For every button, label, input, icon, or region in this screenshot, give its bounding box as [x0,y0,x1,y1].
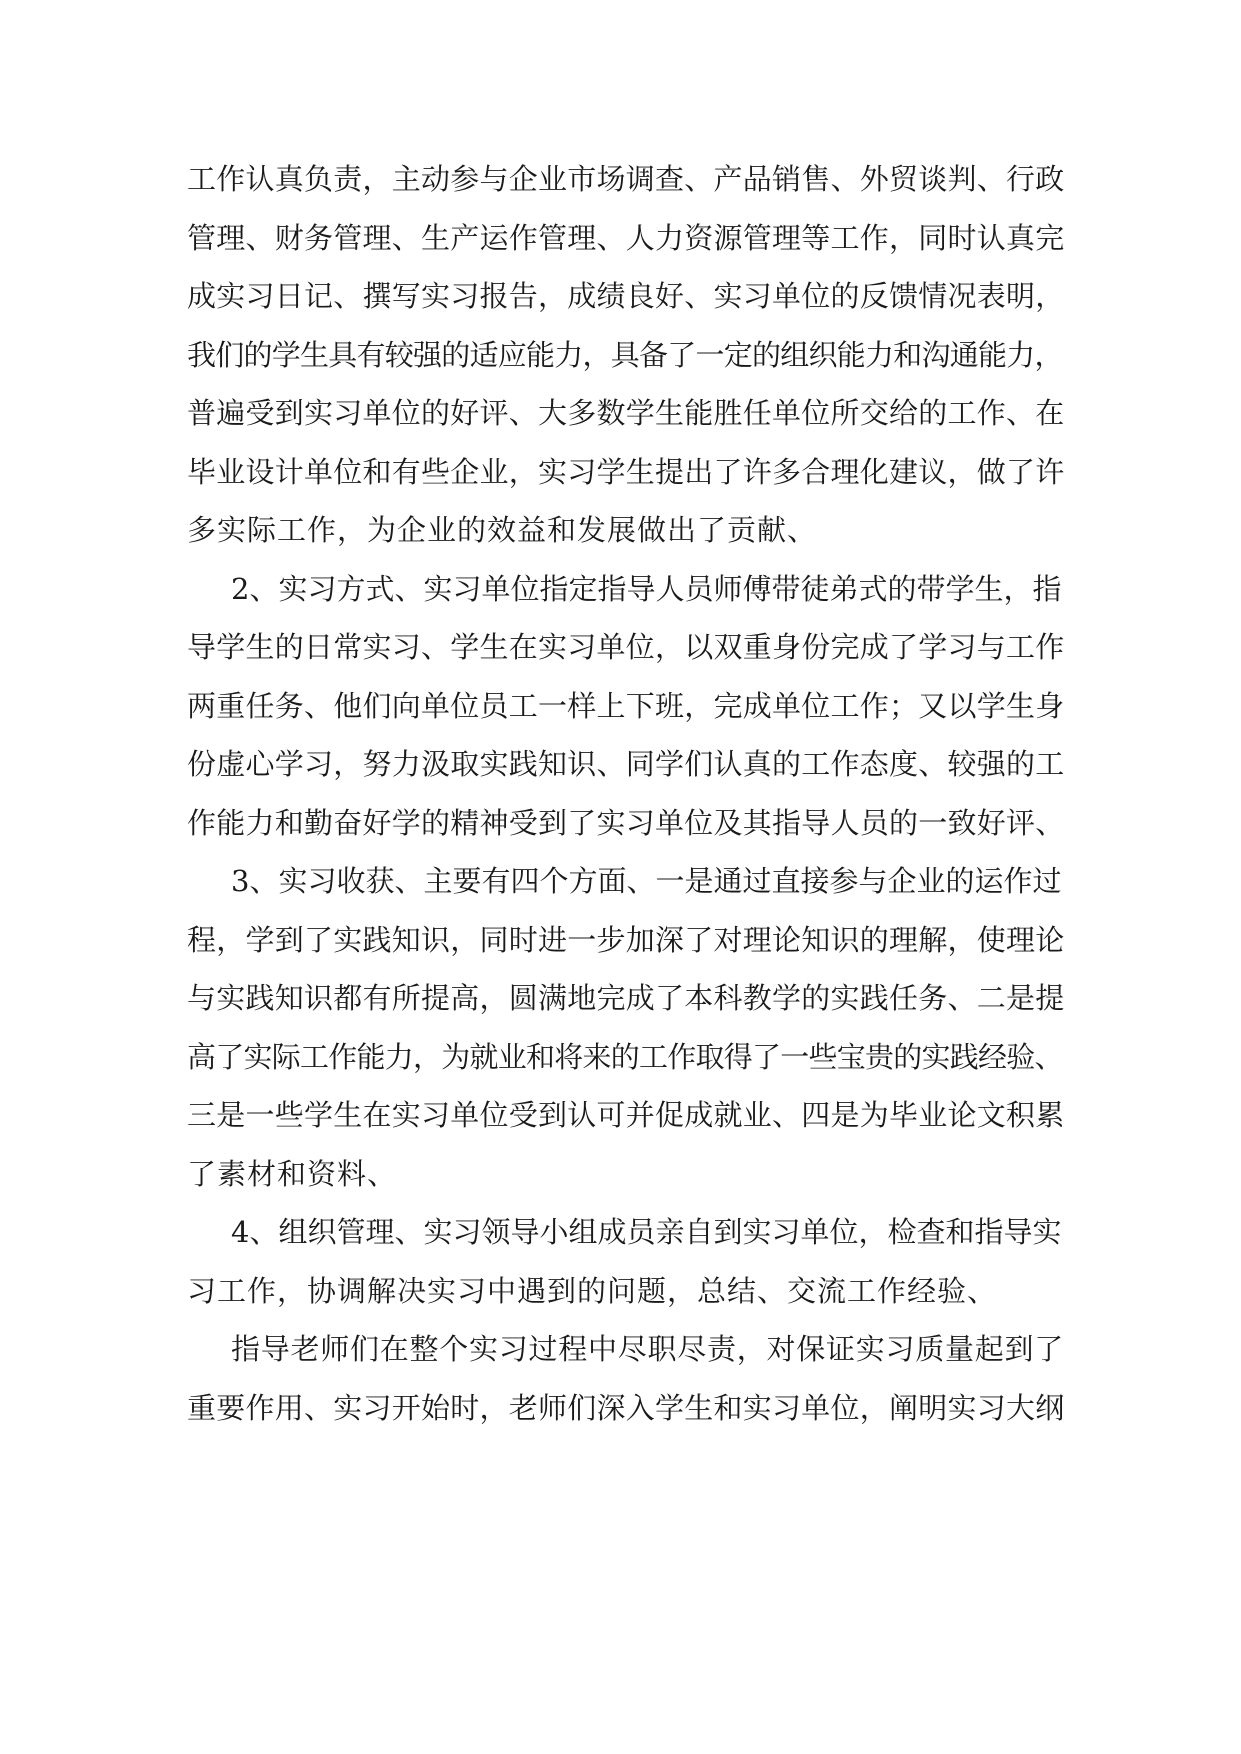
text-line: 工作认真负责，主动参与企业市场调查、产品销售、外贸谈判、行政 [187,162,1065,196]
text-line: 管理、财务管理、生产运作管理、人力资源管理等工作，同时认真完 [187,220,1065,255]
text-line: 普遍受到实习单位的好评、大多数学生能胜任单位所交给的工作、在 [187,396,1065,430]
text-line: 重要作用、实习开始时，老师们深入学生和实习单位，阐明实习大纲 [187,1390,1065,1425]
text-line: 三是一些学生在实习单位受到认可并促成就业、四是为毕业论文积累 [187,1098,1065,1132]
text-line: 习工作，协调解决实习中遇到的问题，总结、交流工作经验、 [187,1273,998,1308]
paragraph-start-line: 4、组织管理、实习领导小组成员亲自到实习单位，检查和指导实 [231,1215,1062,1249]
text-line: 了素材和资料、 [187,1156,398,1191]
body-text [187,150,1067,1437]
text-line: 两重任务、他们向单位员工一样上下班，完成单位工作；又以学生身 [187,688,1065,723]
text-line: 我们的学生具有较强的适应能力，具备了一定的组织能力和沟通能力， [187,337,1063,372]
paragraph-start-line: 2、实习方式、实习单位指定指导人员师傅带徒弟式的带学生，指 [231,571,1062,606]
text-line: 份虚心学习，努力汲取实践知识、同学们认真的工作态度、较强的工 [187,747,1065,781]
text-line: 导学生的日常实习、学生在实习单位，以双重身份完成了学习与工作 [187,630,1065,664]
text-line: 与实践知识都有所提高，圆满地完成了本科教学的实践任务、二是提 [187,981,1065,1015]
paragraph-start-line: 指导老师们在整个实习过程中尽职尽责，对保证实习质量起到了 [231,1332,1065,1366]
text-line: 程，学到了实践知识，同时进一步加深了对理论知识的理解，使理论 [187,922,1065,957]
paragraph-start-line: 3、实习收获、主要有四个方面、一是通过直接参与企业的运作过 [231,864,1062,898]
text-line: 作能力和勤奋好学的精神受到了实习单位及其指导人员的一致好评、 [187,805,1065,840]
text-line: 成实习日记、撰写实习报告，成绩良好、实习单位的反馈情况表明， [187,279,1065,313]
text-line: 毕业设计单位和有些企业，实习学生提出了许多合理化建议，做了许 [187,454,1065,489]
text-line: 高了实际工作能力，为就业和将来的工作取得了一些宝贵的实践经验、 [187,1039,1063,1074]
text-line: 多实际工作，为企业的效益和发展做出了贡献、 [187,513,818,547]
